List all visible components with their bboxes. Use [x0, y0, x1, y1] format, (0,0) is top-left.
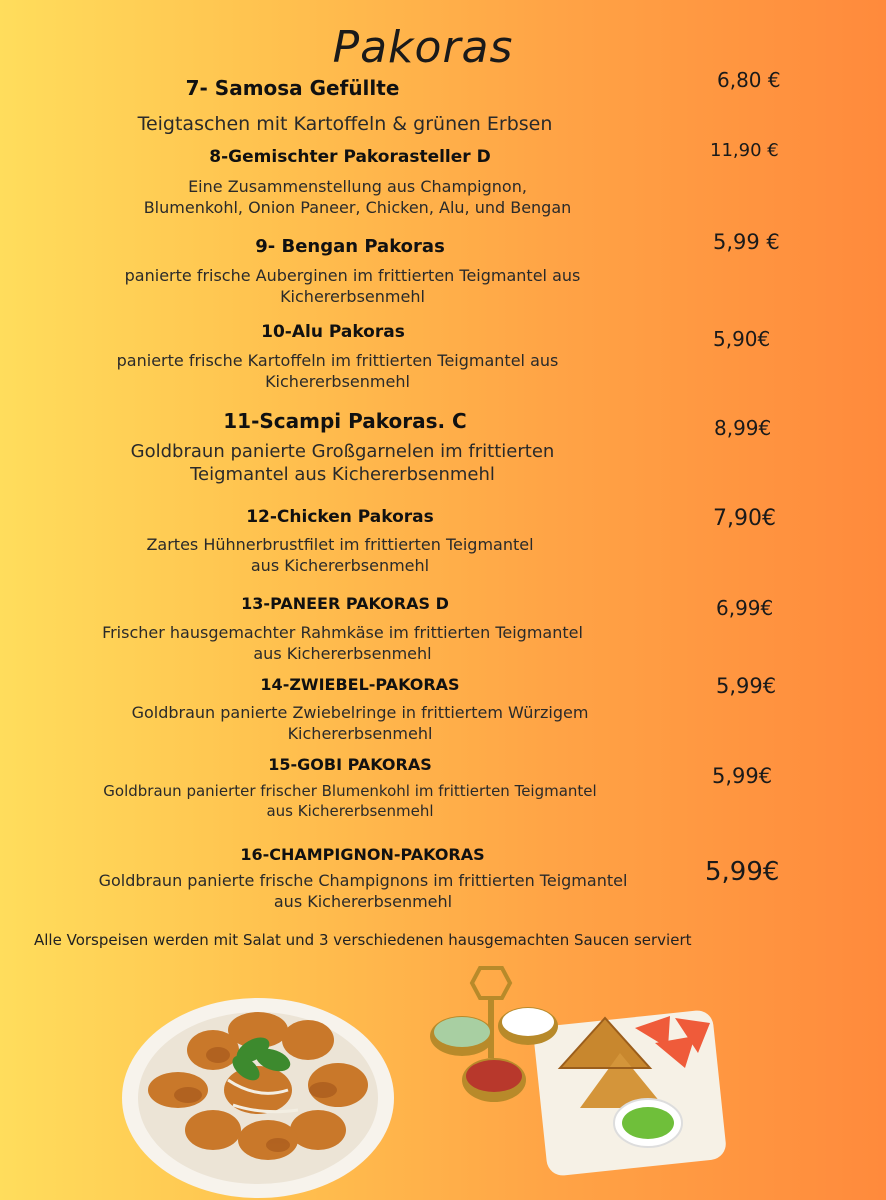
item-price-11: 8,99€: [714, 416, 772, 440]
item-price-13: 6,99€: [716, 596, 774, 620]
item-price-15: 5,99€: [712, 764, 773, 788]
item-desc-10: panierte frische Kartoffeln im frittierten Teigmantel aus Kichererbsenmehl: [116, 351, 559, 391]
item-name-12: 12-Chicken Pakoras: [246, 507, 434, 527]
item-desc-15: Goldbraun panierter frischer Blumenkohl im frittierten Teigmantel aus Kichererbsenmehl: [103, 782, 597, 820]
item-name-7: 7- Samosa Gefüllte: [185, 76, 400, 100]
pakora-plate-photo: [118, 980, 394, 1200]
item-desc-12: Zartes Hühnerbrustfilet im frittierten Teigmantel aus Kichererbsenmehl: [146, 535, 534, 575]
item-desc-16: Goldbraun panierte frische Champignons im frittierten Teigmantel aus Kichererbsenmehl: [98, 871, 628, 911]
page-title: Pakoras: [332, 22, 514, 73]
item-price-9: 5,99 €: [713, 230, 780, 254]
item-name-9: 9- Bengan Pakoras: [255, 236, 445, 257]
item-price-12: 7,90€: [713, 506, 776, 531]
item-desc-11: Goldbraun panierte Großgarnelen im frittierten Teigmantel aus Kichererbsenmehl: [130, 441, 555, 486]
item-price-7: 6,80 €: [717, 68, 781, 92]
item-price-16: 5,99€: [705, 857, 780, 887]
item-desc-14: Goldbraun panierte Zwiebelringe in frittiertem Würzigem Kichererbsenmehl: [131, 703, 589, 743]
item-name-15: 15-GOBI PAKORAS: [268, 755, 432, 774]
item-price-8: 11,90 €: [710, 140, 779, 161]
item-price-10: 5,90€: [713, 327, 771, 351]
item-name-11: 11-Scampi Pakoras. C: [223, 409, 467, 433]
item-desc-7: Teigtaschen mit Kartoffeln & grünen Erbsen: [137, 113, 553, 135]
item-name-14: 14-ZWIEBEL-PAKORAS: [260, 675, 460, 694]
item-name-13: 13-PANEER PAKORAS D: [241, 594, 449, 613]
samosa-chutney-photo: [420, 958, 730, 1178]
item-name-16: 16-CHAMPIGNON-PAKORAS: [240, 845, 485, 864]
footer-note: Alle Vorspeisen werden mit Salat und 3 verschiedenen hausgemachten Saucen serviert: [34, 931, 692, 949]
item-desc-9: panierte frische Auberginen im frittierten Teigmantel aus Kichererbsenmehl: [124, 266, 581, 306]
item-desc-8: Eine Zusammenstellung aus Champignon, Blumenkohl, Onion Paneer, Chicken, Alu, und Bengan: [143, 177, 572, 217]
item-price-14: 5,99€: [716, 674, 777, 698]
item-name-10: 10-Alu Pakoras: [261, 322, 405, 342]
item-name-8: 8-Gemischter Pakorasteller D: [209, 147, 491, 167]
item-desc-13: Frischer hausgemachter Rahmkäse im frittierten Teigmantel aus Kichererbsenmehl: [102, 623, 583, 663]
